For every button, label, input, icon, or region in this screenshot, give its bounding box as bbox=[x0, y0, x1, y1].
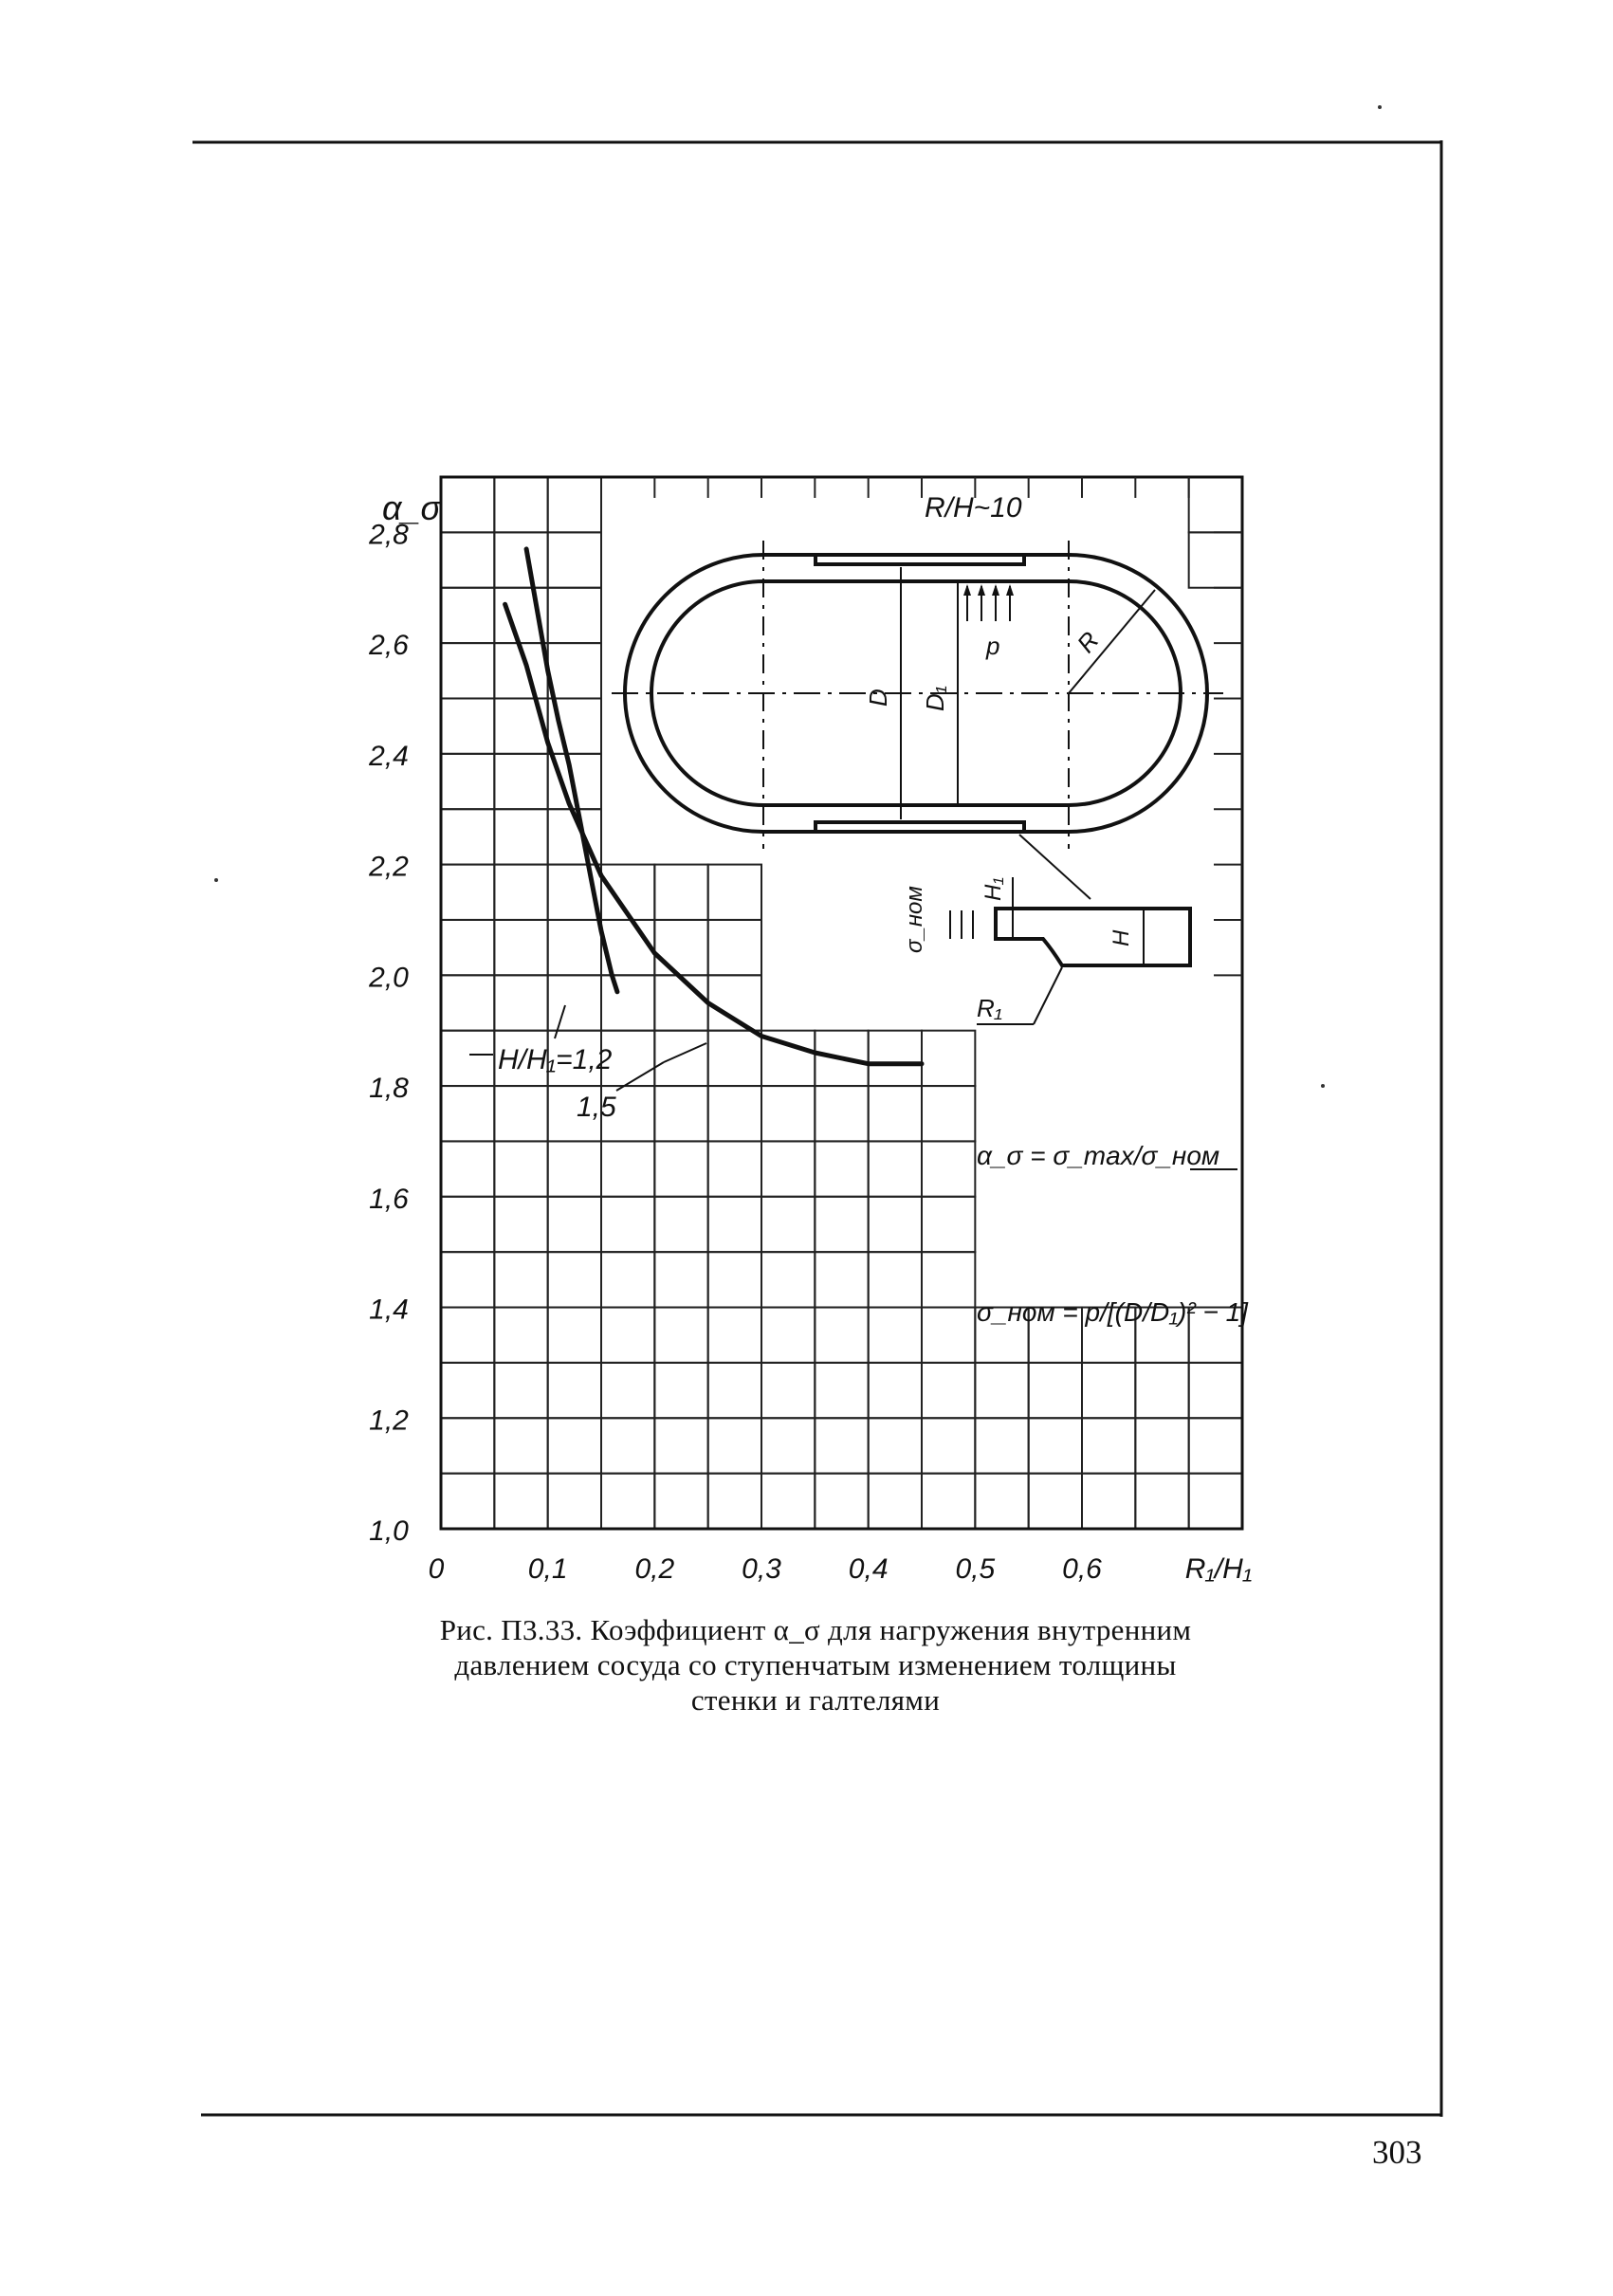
grid-cell bbox=[708, 1474, 761, 1529]
label-sigma-nom: σ_ном bbox=[902, 886, 927, 953]
y-axis-label: α_σ bbox=[382, 488, 442, 527]
detail-section bbox=[996, 909, 1190, 965]
grid-cell bbox=[761, 1252, 815, 1307]
grid-cell bbox=[654, 1141, 707, 1196]
y-tick-label: 2,8 bbox=[369, 519, 409, 551]
grid-cell bbox=[601, 1197, 654, 1252]
grid-cell bbox=[494, 809, 547, 864]
x-tick-label: 0,4 bbox=[848, 1553, 889, 1585]
grid-cell bbox=[708, 1308, 761, 1363]
chart-series bbox=[469, 549, 922, 1123]
grid-cell bbox=[761, 1197, 815, 1252]
grid-cell bbox=[1189, 1418, 1242, 1473]
arrow-head bbox=[1006, 584, 1014, 596]
series-line-1 bbox=[505, 604, 922, 1063]
grid-cell bbox=[654, 865, 707, 920]
x-axis-label: R₁/H₁ bbox=[1184, 1553, 1253, 1585]
chart-grid bbox=[441, 477, 1242, 1529]
grid-cell bbox=[441, 754, 494, 809]
grid-cell bbox=[654, 1363, 707, 1418]
grid-cell bbox=[708, 1418, 761, 1473]
grid-cell bbox=[1029, 1418, 1082, 1473]
grid-cell bbox=[1082, 1363, 1135, 1418]
grid-cell bbox=[494, 1418, 547, 1473]
grid-cell bbox=[869, 1363, 922, 1418]
grid-cell bbox=[975, 1363, 1028, 1418]
x-tick-label: 0 bbox=[428, 1553, 445, 1585]
grid-cell bbox=[815, 1418, 868, 1473]
grid-cell bbox=[922, 1086, 975, 1141]
grid-cell bbox=[815, 1363, 868, 1418]
grid-cell bbox=[761, 1086, 815, 1141]
grid-cell bbox=[815, 1308, 868, 1363]
grid-cell bbox=[441, 643, 494, 698]
grid-cell bbox=[441, 1031, 494, 1086]
x-tick-label: 0,6 bbox=[1062, 1553, 1102, 1585]
arrow-head bbox=[963, 584, 971, 596]
grid-cell bbox=[1029, 1474, 1082, 1529]
grid-cell bbox=[548, 1363, 601, 1418]
y-tick-label: 1,2 bbox=[369, 1405, 409, 1437]
grid-cell bbox=[494, 1363, 547, 1418]
caption-line-1: Рис. П3.33. Коэффициент α_σ для нагружения внутренним bbox=[439, 1613, 1192, 1646]
grid-cell bbox=[654, 920, 707, 975]
grid-cell bbox=[815, 1252, 868, 1307]
grid-cell bbox=[869, 1031, 922, 1086]
grid-cell bbox=[441, 865, 494, 920]
grid-cell bbox=[548, 1308, 601, 1363]
grid-cell bbox=[494, 1474, 547, 1529]
grid-cell bbox=[441, 809, 494, 864]
r1-leader bbox=[1034, 967, 1062, 1024]
label-r1: R₁ bbox=[977, 994, 1002, 1022]
grid-cell bbox=[922, 1474, 975, 1529]
grid-cell bbox=[708, 1363, 761, 1418]
grid-cell bbox=[654, 975, 707, 1030]
grid-cell bbox=[654, 1086, 707, 1141]
grid-cell bbox=[548, 477, 601, 532]
grid-cell bbox=[869, 1252, 922, 1307]
grid-cell bbox=[922, 1308, 975, 1363]
caption-line-2: давлением сосуда со ступенчатым изменением толщины bbox=[454, 1648, 1177, 1681]
grid-cell bbox=[441, 1418, 494, 1473]
grid-cell bbox=[441, 1308, 494, 1363]
grid-cell bbox=[654, 1308, 707, 1363]
series-label-1: H/H₁=1,2 bbox=[498, 1044, 613, 1075]
label-r: R bbox=[1071, 626, 1105, 658]
label-h: H bbox=[1109, 929, 1134, 946]
grid-cell bbox=[815, 1474, 868, 1529]
grid-cell bbox=[494, 865, 547, 920]
figure-caption bbox=[351, 1612, 1280, 1717]
grid-cell bbox=[494, 1252, 547, 1307]
grid-cell bbox=[1135, 1418, 1188, 1473]
grid-cell bbox=[1189, 532, 1242, 587]
grid-cell bbox=[494, 1308, 547, 1363]
series-label-2: 1,5 bbox=[577, 1092, 616, 1123]
label-p: p bbox=[986, 632, 1000, 660]
x-tick-label: 0,5 bbox=[955, 1553, 996, 1585]
chart-annotations bbox=[977, 1141, 1249, 1327]
grid-cell bbox=[708, 1252, 761, 1307]
grid-cell bbox=[761, 1363, 815, 1418]
grid-cell bbox=[654, 1474, 707, 1529]
grid-cell bbox=[548, 1418, 601, 1473]
grid-cell bbox=[548, 1252, 601, 1307]
grid-cell bbox=[441, 1474, 494, 1529]
grid-cell bbox=[441, 588, 494, 643]
grid-cell bbox=[869, 1141, 922, 1196]
y-tick-label: 1,8 bbox=[369, 1073, 409, 1105]
grid-cell bbox=[441, 1141, 494, 1196]
grid-cell bbox=[922, 1197, 975, 1252]
grid-cell bbox=[441, 698, 494, 753]
grid-cell bbox=[975, 1418, 1028, 1473]
grid-cell bbox=[441, 1363, 494, 1418]
grid-cell bbox=[761, 1308, 815, 1363]
label-d: D bbox=[864, 689, 892, 707]
x-tick-label: 0,3 bbox=[742, 1553, 781, 1585]
y-tick-label: 1,4 bbox=[369, 1294, 409, 1326]
grid-cell bbox=[761, 1141, 815, 1196]
leader-line bbox=[555, 1005, 565, 1038]
grid-cell bbox=[1135, 1474, 1188, 1529]
vessel-schematic bbox=[612, 492, 1223, 1024]
grid-cell bbox=[869, 1086, 922, 1141]
grid-cell bbox=[922, 1363, 975, 1418]
chart-ticks bbox=[368, 488, 1252, 1585]
label-h1: H₁ bbox=[981, 877, 1006, 901]
grid-cell bbox=[601, 1308, 654, 1363]
grid-cell bbox=[494, 1141, 547, 1196]
leader-line bbox=[664, 1043, 706, 1062]
grid-cell bbox=[708, 920, 761, 975]
grid-cell bbox=[922, 1418, 975, 1473]
grid-cell bbox=[548, 588, 601, 643]
grid-cell bbox=[441, 1086, 494, 1141]
grid-cell bbox=[708, 1141, 761, 1196]
grid-cell bbox=[494, 975, 547, 1030]
grid-cell bbox=[654, 1197, 707, 1252]
grid-cell bbox=[815, 1197, 868, 1252]
x-tick-label: 0,2 bbox=[634, 1553, 675, 1585]
grid-cell bbox=[441, 975, 494, 1030]
y-tick-label: 1,6 bbox=[369, 1183, 409, 1215]
grid-cell bbox=[708, 1086, 761, 1141]
grid-cell bbox=[494, 920, 547, 975]
grid-cell bbox=[548, 975, 601, 1030]
grid-cell bbox=[548, 920, 601, 975]
grid-cell bbox=[815, 1141, 868, 1196]
grid-cell bbox=[922, 1031, 975, 1086]
y-tick-label: 2,4 bbox=[369, 740, 409, 772]
grid-cell bbox=[494, 1086, 547, 1141]
grid-cell bbox=[601, 1363, 654, 1418]
grid-cell bbox=[708, 865, 761, 920]
grid-cell bbox=[441, 532, 494, 587]
grid-cell bbox=[761, 1418, 815, 1473]
arrow-head bbox=[992, 584, 999, 596]
ratio-label: R/H~10 bbox=[925, 492, 1022, 523]
y-tick-label: 2,6 bbox=[369, 630, 409, 662]
grid-cell bbox=[1189, 477, 1242, 532]
series-line-2 bbox=[526, 549, 617, 992]
grid-cell bbox=[601, 975, 654, 1030]
grid-cell bbox=[548, 532, 601, 587]
grid-cell bbox=[708, 1031, 761, 1086]
grid-cell bbox=[441, 920, 494, 975]
grid-cell bbox=[708, 1197, 761, 1252]
grid-cell bbox=[601, 1141, 654, 1196]
grid-cell bbox=[601, 1418, 654, 1473]
caption-line-3: стенки и галтелями bbox=[690, 1683, 941, 1717]
grid-cell bbox=[654, 1252, 707, 1307]
grid-cell bbox=[869, 1418, 922, 1473]
grid-cell bbox=[601, 1252, 654, 1307]
grid-cell bbox=[869, 1308, 922, 1363]
grid-cell bbox=[494, 532, 547, 587]
grid-cell bbox=[975, 1474, 1028, 1529]
y-tick-label: 1,0 bbox=[369, 1515, 409, 1547]
x-tick-label: 0,1 bbox=[527, 1553, 568, 1585]
grid-cell bbox=[441, 477, 494, 532]
grid-cell bbox=[441, 1197, 494, 1252]
grid-cell bbox=[548, 643, 601, 698]
arrow-head bbox=[978, 584, 985, 596]
grid-cell bbox=[1189, 1363, 1242, 1418]
grid-cell bbox=[601, 1474, 654, 1529]
grid-cell bbox=[548, 1141, 601, 1196]
label-d1: D₁ bbox=[921, 686, 949, 711]
grid-cell bbox=[441, 1252, 494, 1307]
grid-cell bbox=[548, 1197, 601, 1252]
grid-cell bbox=[922, 1141, 975, 1196]
grid-cell bbox=[494, 477, 547, 532]
grid-cell bbox=[548, 1474, 601, 1529]
grid-cell bbox=[869, 1197, 922, 1252]
grid-cell bbox=[922, 1252, 975, 1307]
formula-nominal: σ_ном = p/[(D/D₁)² − 1] bbox=[977, 1297, 1248, 1327]
formula-alpha: α_σ = σ_max/σ_ном bbox=[977, 1141, 1220, 1170]
grid-cell bbox=[1189, 1474, 1242, 1529]
detail-leader bbox=[1019, 835, 1091, 899]
grid-cell bbox=[494, 1197, 547, 1252]
grid-cell bbox=[1029, 1363, 1082, 1418]
y-tick-label: 2,2 bbox=[369, 851, 409, 883]
page-number: 303 bbox=[1372, 2134, 1422, 2171]
grid-cell bbox=[815, 1086, 868, 1141]
y-tick-label: 2,0 bbox=[369, 962, 409, 994]
plot-frame bbox=[441, 477, 1242, 1529]
grid-cell bbox=[494, 754, 547, 809]
grid-cell bbox=[1135, 1363, 1188, 1418]
grid-cell bbox=[1082, 1474, 1135, 1529]
grid-cell bbox=[654, 1031, 707, 1086]
grid-cell bbox=[761, 1474, 815, 1529]
grid-cell bbox=[654, 1418, 707, 1473]
grid-cell bbox=[1082, 1418, 1135, 1473]
grid-cell bbox=[869, 1474, 922, 1529]
